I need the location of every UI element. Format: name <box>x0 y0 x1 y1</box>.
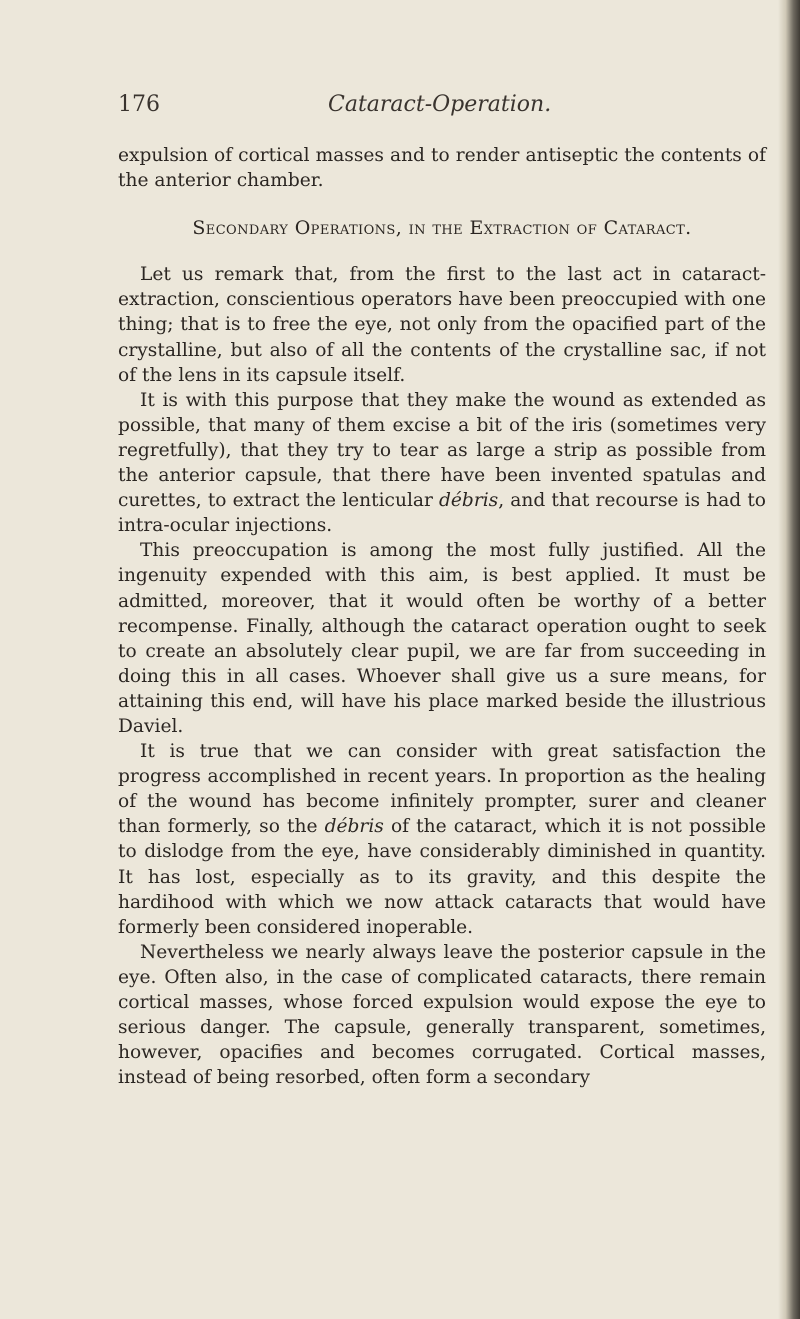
italic-term: débris <box>439 490 499 512</box>
paragraph-continuation: expulsion of cortical masses and to render antiseptic the contents of the anterior chamber. <box>118 145 766 192</box>
paragraph: This preoccupation is among the most fully justified. All the ingenuity expended with this aim, is best applied. It must be admitted, moreover, that it would often be worthy of a better recompense. Finally, although the cataract operation ought to seek to create an absolutely clear pupil, we are far from succeeding in doing this in all cases. Whoever shall give us a sure means, for attaining this end, will have his place marked beside the illustrious Daviel. <box>118 540 766 737</box>
paragraph-text: It is true that we can consider with great satisfaction the progress accomplished in recent years. In proportion as the healing of the wound has become infinitely prompter, surer and cleaner than formerly, so the <box>118 741 766 838</box>
paragraph: Nevertheless we nearly always leave the posterior capsule in the eye. Often also, in the case of complicated cataracts, there remain cortical masses, whose forced expulsion would expose the eye to serious danger. The capsule, generally transparent, sometimes, however, opacifies and becomes corrugated. Cortical masses, instead of being resorbed, often form a secondary <box>118 941 766 1089</box>
running-title: Cataract-Operation. <box>328 92 552 117</box>
paragraph-text: of the cataract, which it is not possible to dislodge from the eye, have considerably diminished in quantity. It has lost, especially as to its gravity, and this despite the hardihood with which we now attack cataracts that would have formerly been considered inoperable. <box>118 816 766 938</box>
paragraph: Let us remark that, from the first to the last act in cataract-extraction, conscientious operators have been preoccupied with one thing; that is to free the eye, not only from the opacified part of the crystalline, but also of all the contents of the crystalline sac, if not of the lens in its capsule itself. <box>118 264 766 386</box>
page-number: 176 <box>118 92 160 117</box>
paragraph-text: It is with this purpose that they make the wound as extended as possible, that many of them excise a bit of the iris (sometimes very regretfully), that they try to tear as large a strip as possible from the anterior capsule, that there have been invented spatulas and curettes, to extract the lenticular <box>118 389 766 512</box>
paragraph-text: , and that recourse is had to intra-ocular injections. <box>118 490 766 537</box>
italic-term: débris <box>324 816 384 838</box>
section-heading: Secondary Operations, in the Extraction of Cataract. <box>192 217 692 240</box>
paragraph <box>118 388 766 539</box>
paragraph <box>118 739 766 940</box>
body-text <box>118 143 766 1090</box>
page-edge-shadow <box>778 0 800 1319</box>
